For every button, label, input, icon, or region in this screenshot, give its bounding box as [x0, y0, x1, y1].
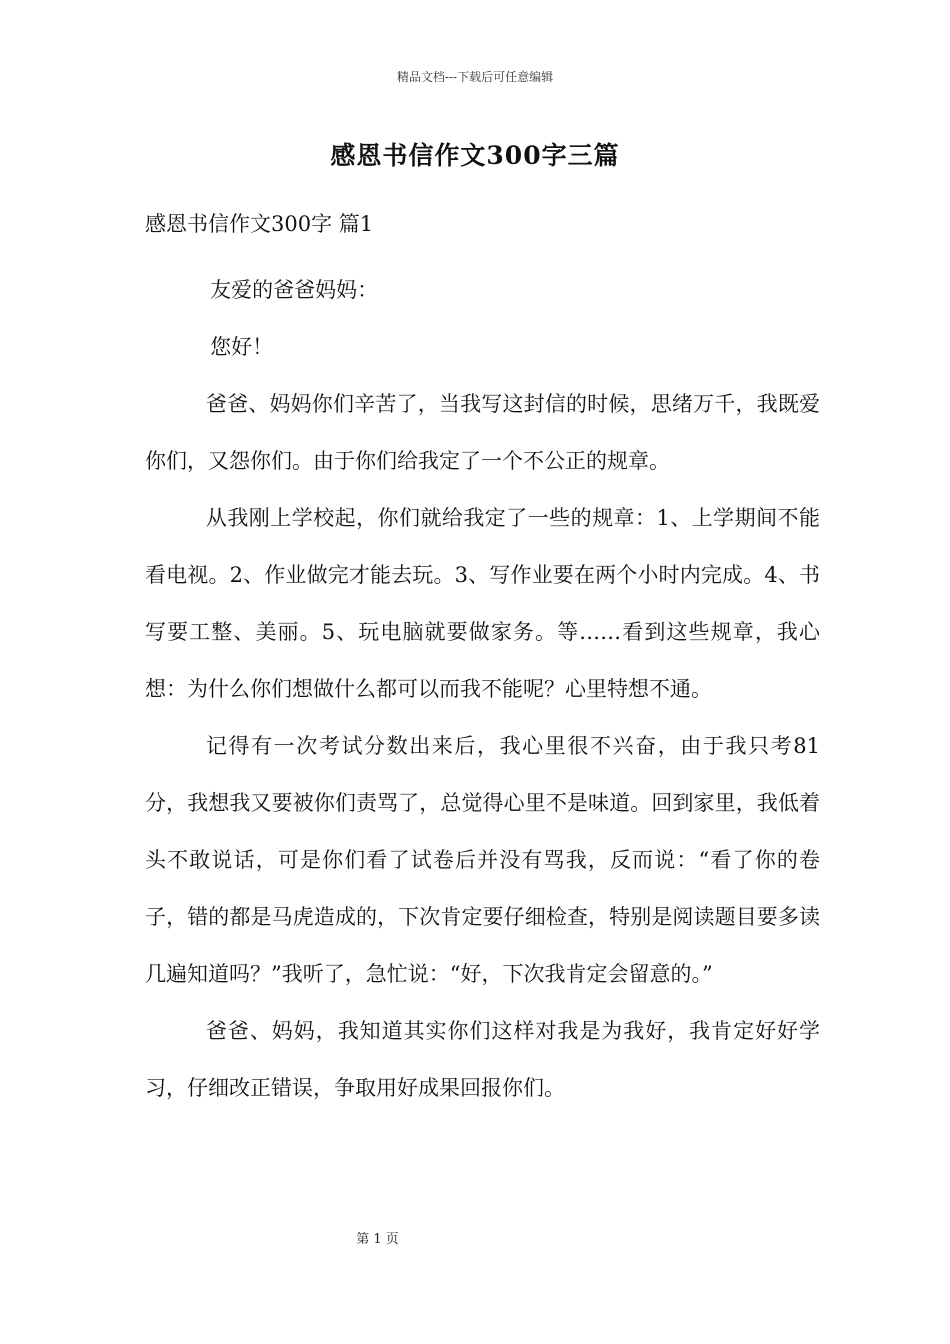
paragraph-1: 爸爸、妈妈你们辛苦了，当我写这封信的时候，思绪万千，我既爱你们，又怨你们。由于你们给我定了一个不公正的规章。	[145, 392, 820, 473]
page-number: 第 1 页	[356, 1232, 399, 1247]
letter-salutation: 友爱的爸爸妈妈：	[210, 278, 379, 302]
document-title: 感恩书信作文300字三篇	[330, 141, 620, 170]
header-note: 精品文档---下载后可任意编辑	[396, 70, 554, 84]
letter-greeting: 您好！	[210, 335, 274, 359]
paragraph-3: 记得有一次考试分数出来后，我心里很不兴奋，由于我只考81分，我想我又要被你们责骂了，总觉得心里不是味道。回到家里，我低着头不敢说话，可是你们看了试卷后并没有骂我，反而说：“看了你的卷子，错的都是马虎造成的，下次肯定要仔细检查，特别是阅读题目要多读几遍知道吗？”我听了，急忙说：“好，下次我肯定会留意的。”	[145, 734, 820, 986]
letter-body	[145, 262, 820, 1117]
paragraph-2: 从我刚上学校起，你们就给我定了一些的规章：1、上学期间不能看电视。2、作业做完才能去玩。3、写作业要在两个小时内完成。4、书写要工整、美丽。5、玩电脑就要做家务。等……看到这些规章，我心想：为什么你们想做什么都可以而我不能呢？心里特想不通。	[145, 506, 820, 701]
paragraph-4: 爸爸、妈妈，我知道其实你们这样对我是为我好，我肯定好好学习，仔细改正错误，争取用好成果回报你们。	[145, 1019, 820, 1100]
section-heading: 感恩书信作文300字 篇1	[145, 212, 374, 236]
